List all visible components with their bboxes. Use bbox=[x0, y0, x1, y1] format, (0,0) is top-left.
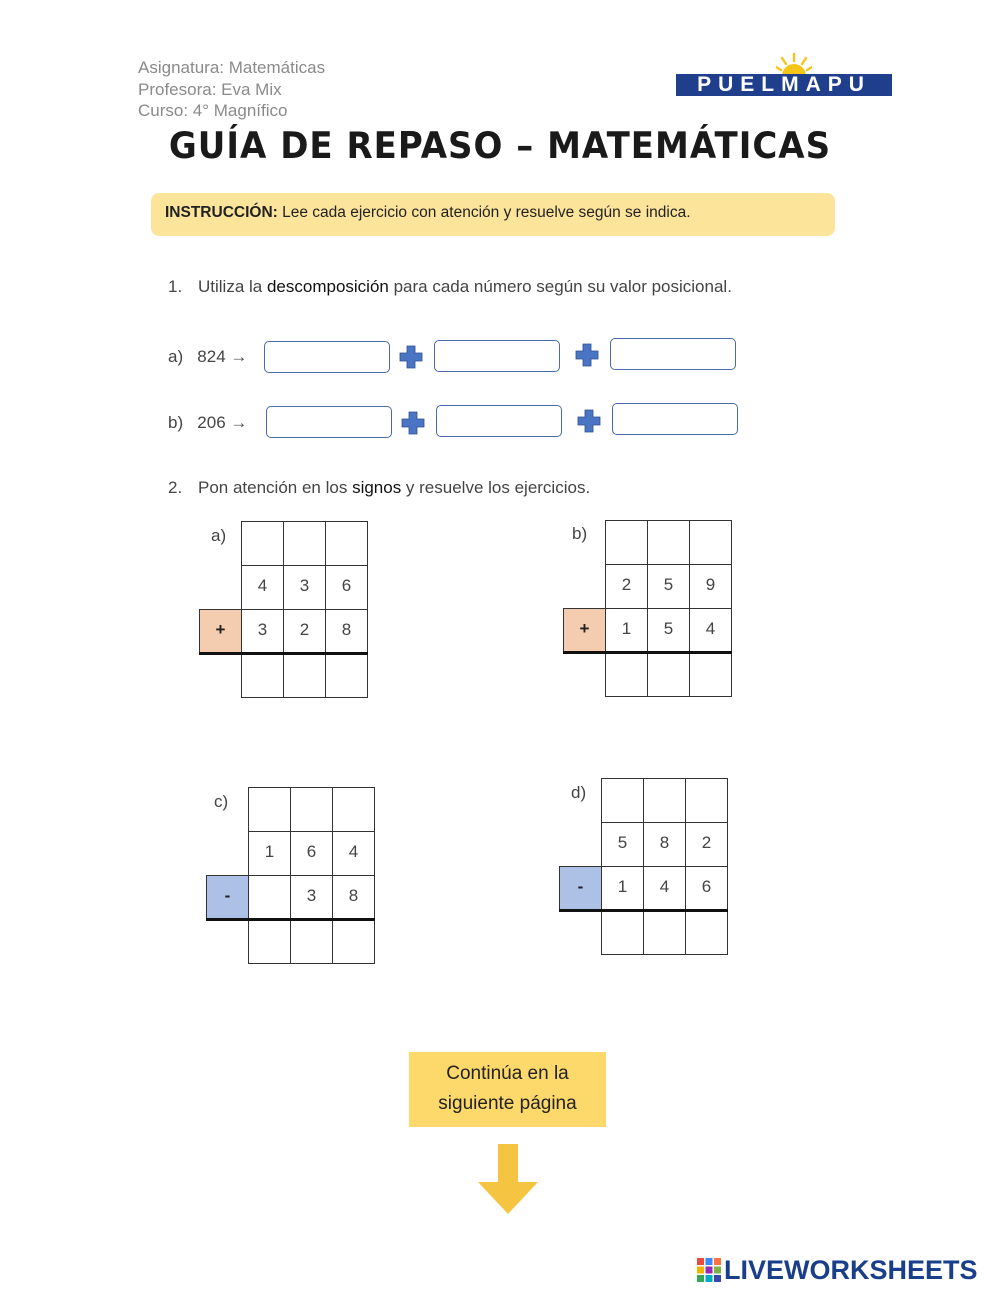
continue-notice bbox=[409, 1052, 606, 1127]
empty-cell bbox=[560, 779, 602, 823]
result-cell[interactable] bbox=[690, 653, 732, 697]
decomposition-row-b bbox=[168, 413, 247, 433]
exercise-label: a) bbox=[211, 526, 227, 545]
carry-cell[interactable] bbox=[326, 522, 368, 566]
question-2 bbox=[168, 478, 590, 498]
question-text-after: para cada número según su valor posicional. bbox=[388, 277, 732, 296]
minus-sign-cell: - bbox=[560, 867, 602, 911]
subtraction-grid-d bbox=[559, 778, 728, 955]
carry-cell[interactable] bbox=[284, 522, 326, 566]
carry-cell[interactable] bbox=[690, 521, 732, 565]
digit-cell: 2 bbox=[606, 565, 648, 609]
empty-cell bbox=[207, 788, 249, 832]
result-cell[interactable] bbox=[648, 653, 690, 697]
subtraction-grid-c bbox=[206, 787, 375, 964]
empty-cell bbox=[207, 832, 249, 876]
digit-cell: 6 bbox=[326, 566, 368, 610]
continue-line-2: siguiente página bbox=[438, 1093, 577, 1114]
plus-icon bbox=[399, 345, 423, 369]
decomposition-row-a bbox=[168, 347, 247, 367]
carry-cell[interactable] bbox=[644, 779, 686, 823]
result-cell[interactable] bbox=[686, 911, 728, 955]
answer-box-a-tens[interactable] bbox=[434, 340, 560, 372]
empty-cell bbox=[207, 920, 249, 964]
plus-icon bbox=[401, 411, 425, 435]
empty-cell bbox=[560, 823, 602, 867]
plus-icon bbox=[575, 343, 599, 367]
answer-box-b-tens[interactable] bbox=[436, 405, 562, 437]
digit-cell bbox=[249, 876, 291, 920]
liveworksheets-badge-icon bbox=[697, 1258, 721, 1282]
question-highlight: signos bbox=[352, 478, 402, 497]
answer-box-a-hundreds[interactable] bbox=[264, 341, 390, 373]
carry-cell[interactable] bbox=[686, 779, 728, 823]
result-cell[interactable] bbox=[242, 654, 284, 698]
digit-cell: 3 bbox=[242, 610, 284, 654]
exercise-label: b) bbox=[572, 524, 588, 543]
addition-grid-b bbox=[563, 520, 732, 697]
teacher-label: Profesora: Eva Mix bbox=[138, 79, 282, 99]
page-title: GUÍA DE REPASO – MATEMÁTICAS bbox=[168, 124, 832, 168]
digit-cell: 6 bbox=[686, 867, 728, 911]
digit-cell: 3 bbox=[291, 876, 333, 920]
digit-cell: 8 bbox=[644, 823, 686, 867]
carry-cell[interactable] bbox=[606, 521, 648, 565]
result-cell[interactable] bbox=[644, 911, 686, 955]
row-number: 206 → bbox=[197, 413, 248, 432]
row-letter: b) bbox=[168, 413, 184, 432]
header-info bbox=[138, 57, 325, 122]
continue-line-1: Continúa en la bbox=[446, 1063, 569, 1084]
course-label: Curso: 4° Magnífico bbox=[138, 101, 288, 120]
empty-cell bbox=[200, 522, 242, 566]
digit-cell: 5 bbox=[602, 823, 644, 867]
digit-cell: 4 bbox=[690, 609, 732, 653]
digit-cell: 4 bbox=[242, 566, 284, 610]
result-cell[interactable] bbox=[291, 920, 333, 964]
carry-cell[interactable] bbox=[249, 788, 291, 832]
digit-cell: 1 bbox=[249, 832, 291, 876]
digit-cell: 3 bbox=[284, 566, 326, 610]
answer-box-b-units[interactable] bbox=[612, 403, 738, 435]
answer-box-a-units[interactable] bbox=[610, 338, 736, 370]
digit-cell: 6 bbox=[291, 832, 333, 876]
result-cell[interactable] bbox=[602, 911, 644, 955]
carry-cell[interactable] bbox=[648, 521, 690, 565]
instruction-banner bbox=[151, 193, 835, 236]
digit-cell: 2 bbox=[284, 610, 326, 654]
liveworksheets-text: LIVEWORKSHEETS bbox=[724, 1255, 978, 1285]
carry-cell[interactable] bbox=[333, 788, 375, 832]
digit-cell: 2 bbox=[686, 823, 728, 867]
digit-cell: 8 bbox=[333, 876, 375, 920]
empty-cell bbox=[564, 653, 606, 697]
school-logo bbox=[676, 52, 892, 98]
digit-cell: 4 bbox=[333, 832, 375, 876]
empty-cell bbox=[200, 654, 242, 698]
digit-cell: 8 bbox=[326, 610, 368, 654]
result-cell[interactable] bbox=[606, 653, 648, 697]
logo-text: PUELMAPU bbox=[697, 73, 871, 96]
digit-cell: 9 bbox=[690, 565, 732, 609]
result-cell[interactable] bbox=[326, 654, 368, 698]
result-cell[interactable] bbox=[284, 654, 326, 698]
question-text-after: y resuelve los ejercicios. bbox=[401, 478, 591, 497]
exercise-label: c) bbox=[214, 792, 229, 811]
instruction-label: INSTRUCCIÓN: bbox=[165, 204, 278, 221]
instruction-text: Lee cada ejercicio con atención y resuelve según se indica. bbox=[277, 204, 691, 221]
minus-sign-cell: - bbox=[207, 876, 249, 920]
result-cell[interactable] bbox=[249, 920, 291, 964]
subject-label: Asignatura: Matemáticas bbox=[138, 58, 326, 77]
carry-cell[interactable] bbox=[242, 522, 284, 566]
carry-cell[interactable] bbox=[291, 788, 333, 832]
digit-cell: 1 bbox=[606, 609, 648, 653]
addition-grid-a bbox=[199, 521, 368, 698]
empty-cell bbox=[200, 566, 242, 610]
question-highlight: descomposición bbox=[266, 277, 389, 296]
digit-cell: 5 bbox=[648, 609, 690, 653]
row-number: 824 → bbox=[197, 347, 248, 366]
digit-cell: 5 bbox=[648, 565, 690, 609]
question-number: 2. bbox=[168, 478, 183, 497]
exercise-label: d) bbox=[571, 783, 587, 802]
digit-cell: 1 bbox=[602, 867, 644, 911]
result-cell[interactable] bbox=[333, 920, 375, 964]
arrow-down-icon bbox=[476, 1144, 540, 1216]
question-text-before: Pon atención en los bbox=[198, 478, 353, 497]
question-1 bbox=[168, 277, 732, 297]
empty-cell bbox=[564, 565, 606, 609]
answer-box-b-hundreds[interactable] bbox=[266, 406, 392, 438]
empty-cell bbox=[560, 911, 602, 955]
question-number: 1. bbox=[168, 277, 183, 296]
row-letter: a) bbox=[168, 347, 184, 366]
plus-icon bbox=[577, 409, 601, 433]
plus-sign-cell: + bbox=[200, 610, 242, 654]
carry-cell[interactable] bbox=[602, 779, 644, 823]
empty-cell bbox=[564, 521, 606, 565]
question-text-before: Utiliza la bbox=[198, 277, 267, 296]
plus-sign-cell: + bbox=[564, 609, 606, 653]
digit-cell: 4 bbox=[644, 867, 686, 911]
